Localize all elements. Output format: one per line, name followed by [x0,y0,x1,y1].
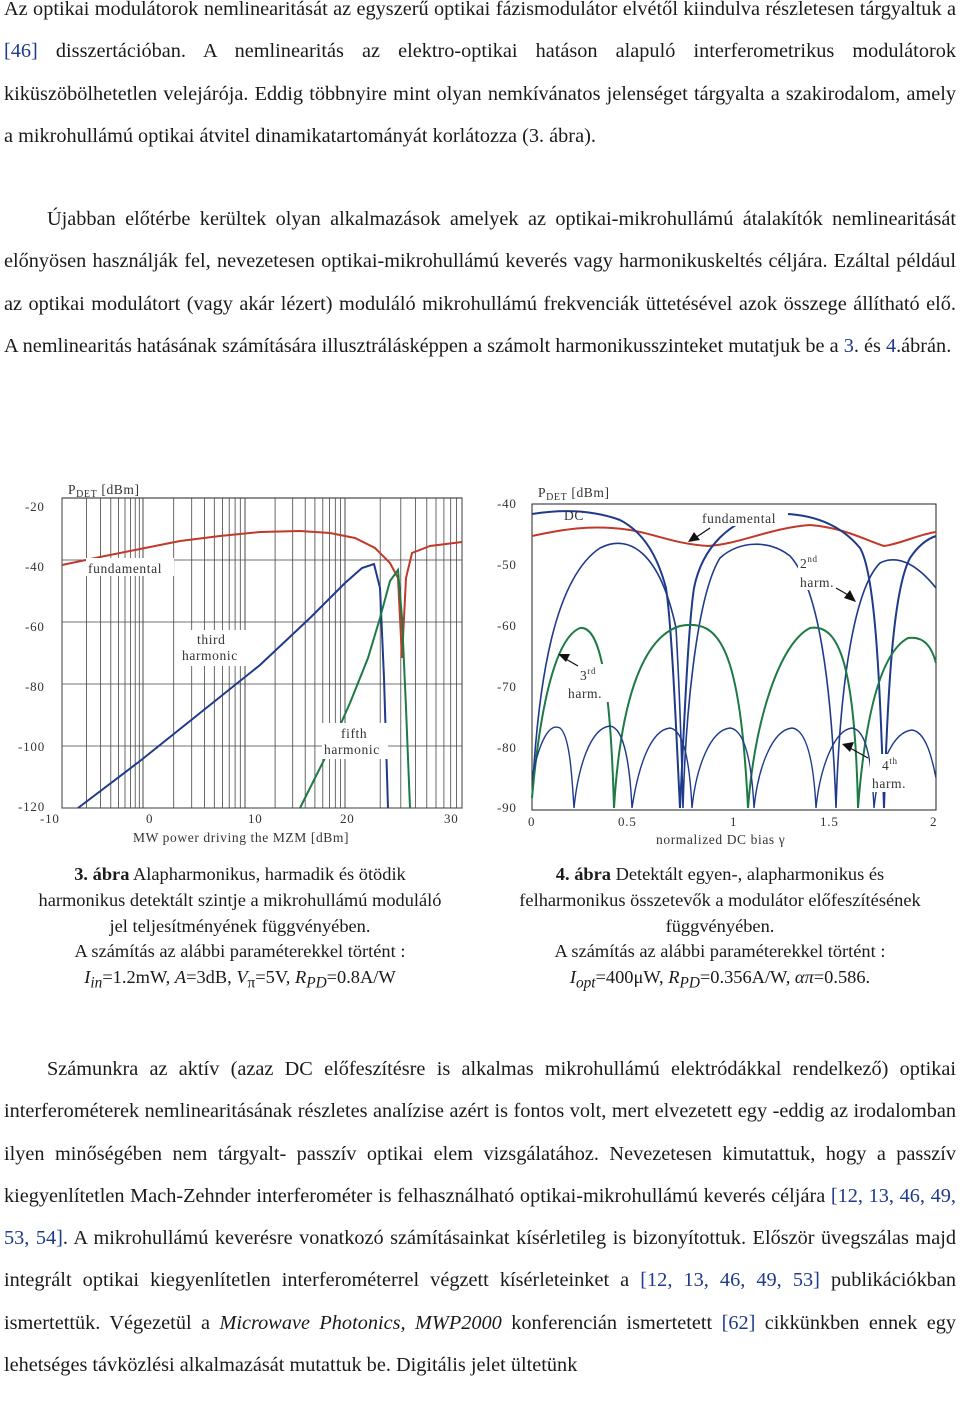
param-value: =5V, [255,967,295,988]
y-axis-label-sub: DET [76,489,98,500]
caption-text: Alapharmonikus, harmadik és ötödik harmonikus detektált szintje a mikrohullámú moduláló jel teljesítményének függvényében. [38,864,442,936]
y-axis-label: P [538,485,547,500]
x-tick-label: 30 [444,811,459,826]
paragraph-text: Újabban előtérbe kerültek olyan alkalmazások amelyek az optikai-mikrohullámú átalakítók nemlinearitását előnyösen használják fel, nevezetesen optikai-mikrohullámú keverés vagy harmonikuskeltés céljára. Ezáltal például az optikai modulátort (vagy akár lézert) moduláló mikrohullámú frekvenciák üttetésével azok összege állítható elő. A nemlinearitás hatásának számítására illusztrálásképpen a számolt harmonikusszinteket mutatjuk be a [4,208,956,357]
annotation-3rd-number: 3 [580,668,588,683]
x-tick-label: 0 [146,811,154,826]
chart-figure-4 [480,478,960,848]
paragraph-text: publikációkban ismertettük. Végezetül a [4,1269,956,1334]
figure-3-caption [30,862,450,997]
figure-link-3[interactable]: 3 [843,334,854,357]
y-tick-label: -40 [497,496,517,511]
x-axis-label: MW power driving the MZM [dBm] [133,830,350,845]
y-tick-label: -120 [18,799,46,814]
svg-text:PDET[dBm] [68,482,140,500]
paragraph-text: disszertációban. A nemlinearitás az elektro-optikai hatáson alapuló interferometrikus modulátorok kiküszöbölhetetlen velejárója. Eddig többnyire mint olyan nemkívánatos jelenséget tárgyalta a szakirodalom, amely a mikrohullámú optikai átvitel dinamikatartományát korlátozza (3. ábra). [4,40,956,147]
caption-params-line: A számítás az alábbi paraméterekkel történt : [74,941,406,962]
y-tick-label: -80 [25,679,45,694]
paragraph-text: cikkünkben ennek egy lehetséges távközlési alkalmazását mutattuk be. Digitális jelet ültetünk [4,1311,957,1377]
citation-link[interactable]: [62] [721,1311,756,1334]
annotation-fundamental: fundamental [88,561,163,576]
y-tick-label: -80 [497,740,517,755]
annotation-4th-harm: harm. [872,776,907,791]
x-tick-label: 0.5 [618,814,637,829]
figure-label: 4. ábra [555,864,611,884]
series-third-harmonic [78,564,388,808]
paragraph-text: Számunkra az aktív (azaz DC előfeszítésre is alkalmas mikrohullámú elektródákkal rendelkező) optikai interferométerek nemlinearitásának részletes analízise azért is fontos volt, mert elvezetett egy -eddig az irodalomban ilyen minőségében nem tárgyalt- passzív optikai elem vizsgálatához. Nevezetesen kimutattuk, hogy a passzív kiegyenlítetlen Mach-Zehnder interferométer is felhasználható optikai-mikrohullámú keverés céljára [4,1058,956,1207]
y-tick-label: -20 [25,499,45,514]
paragraph-text: .ábrán. [896,334,952,357]
paragraph-applications [4,198,956,367]
annotation-2nd-sup: nd [807,554,818,564]
caption-text: Detektált egyen-, alapharmonikus és felharmonikus összetevők a modulátor előfeszítésének függvényében. [519,864,921,936]
svg-text:PDET[dBm] [538,485,610,503]
param-value: =0.356A/W, [699,967,795,988]
paragraph-passive-mzi [4,1048,956,1386]
param-value: =1.2mW, [102,967,175,988]
y-tick-label: -40 [25,559,45,574]
x-tick-label: 1 [730,814,738,829]
figure-link-4[interactable]: 4 [885,334,897,357]
annotation-dc: DC [564,508,584,523]
caption-params-line: A számítás az alábbi paraméterekkel történt : [554,941,886,962]
y-axis-label-unit: [dBm] [101,482,140,497]
y-axis-label-unit: [dBm] [571,485,610,500]
param-symbol: R [668,967,680,988]
figure-4-caption [510,862,930,997]
x-axis-label: normalized DC bias γ [656,832,786,847]
annotation-3rd-sup: rd [587,666,597,676]
citation-link[interactable]: [12, 13, 46, 49, 53] [640,1269,820,1292]
paragraph-text: . és [853,334,886,357]
param-symbol: I [84,967,91,988]
param-sub: PD [306,974,327,992]
paragraph-intro [4,0,956,157]
param-value: =3dB, [186,967,237,988]
citation-link[interactable]: [46] [4,40,38,63]
param-sub: opt [575,974,596,992]
y-tick-label: -70 [497,679,517,694]
x-tick-label: 0 [528,814,536,829]
annotation-2nd-number: 2 [800,556,808,571]
figure-label: 3. ábra [74,864,130,884]
y-tick-label: -50 [497,557,517,572]
annotation-4th-sup: th [889,756,898,766]
chart-figure-3 [0,478,480,848]
x-tick-label: -10 [40,811,60,826]
param-symbol: απ [794,967,814,988]
y-axis-label-sub: DET [546,492,568,503]
param-sub: in [90,974,103,992]
y-tick-label: -100 [18,739,46,754]
x-tick-label: 10 [248,811,263,826]
param-symbol: V [236,967,248,988]
annotation-2nd-harm: harm. [800,575,835,590]
series-fifth-harmonic [300,570,410,808]
x-tick-label: 2 [930,814,938,829]
annotation-fifth-harmonic-line2: harmonic [324,742,380,757]
param-symbol: R [294,967,307,988]
y-tick-label: -90 [497,800,517,815]
param-symbol: A [174,967,187,988]
series-dc [532,525,936,546]
conference-name: Microwave Photonics, MWP2000 [219,1311,502,1334]
paragraph-text: . A mikrohullámú keverésre vonatkozó számításainkat kísérletileg is bizonyítottuk. Először üvegszálas majd integrált optikai kiegyenlítetlen interferométerrel végzett kísérleteinket a [4,1227,956,1292]
param-sub: π [247,974,256,992]
param-symbol: I [569,967,576,988]
x-tick-label: 20 [340,811,355,826]
annotation-fifth-harmonic-line1: fifth [341,726,368,741]
param-value: =0.586. [813,967,871,988]
param-value: =400μW, [595,967,669,988]
annotation-4th-number: 4 [882,758,890,773]
param-sub: PD [679,974,700,992]
y-tick-label: -60 [25,619,45,634]
paragraph-text: Az optikai modulátorok nemlinearitását az egyszerű optikai fázismodulátor elvétől kiindulva részletesen tárgyaltuk a [4,0,956,20]
x-tick-label: 1.5 [820,814,839,829]
annotation-3rd-harm: harm. [568,686,603,701]
y-tick-label: -60 [497,618,517,633]
citation-link[interactable]: [12, 13, 46, 49, 53, 54] [4,1184,956,1250]
param-value: =0.8A/W [326,967,396,988]
annotation-fundamental: fundamental [702,511,777,526]
annotation-third-harmonic-line1: third [197,632,226,647]
annotation-third-harmonic-line2: harmonic [182,648,238,663]
paragraph-text: konferencián ismertetett [501,1311,722,1334]
y-axis-label: P [68,482,77,497]
